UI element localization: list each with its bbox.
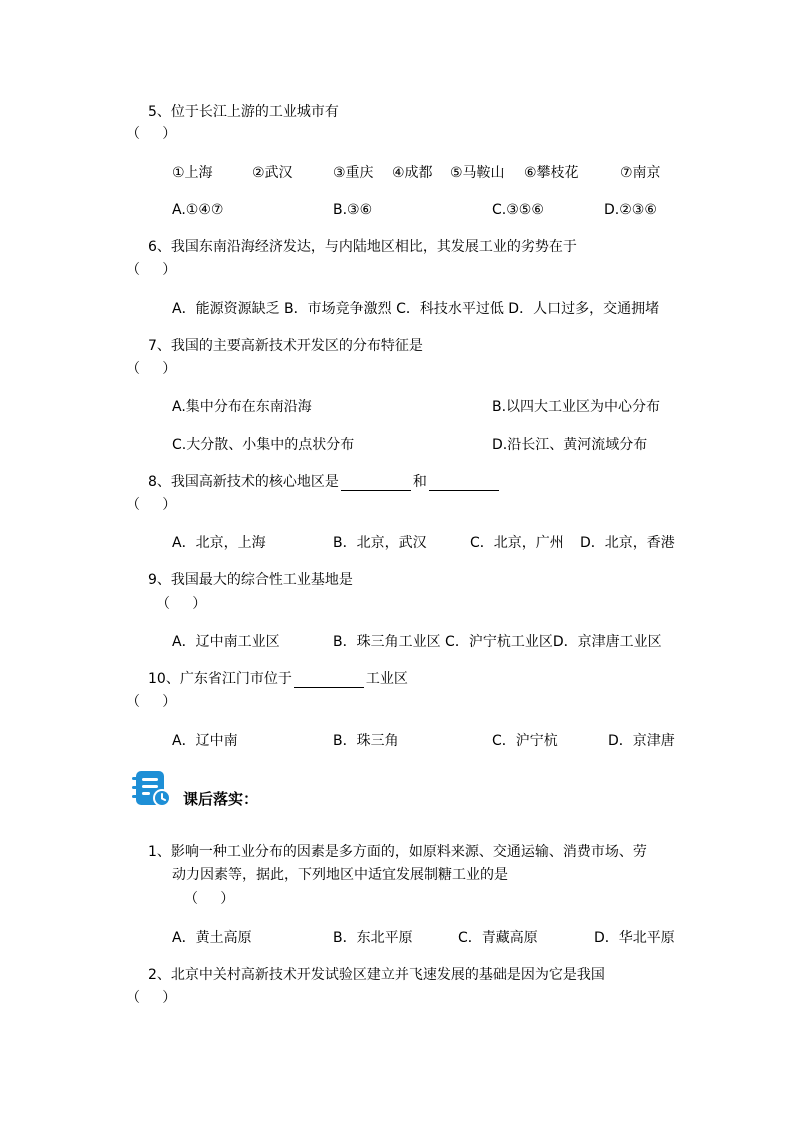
q10-blank[interactable]	[294, 673, 364, 688]
q8-option-b: B．北京，武汉	[333, 535, 427, 551]
q7-option-d: D.沿长江、黄河流域分布	[492, 437, 648, 453]
q5-option-b: B.③⑥	[333, 202, 373, 218]
q8-option-c: C．北京，广州	[470, 535, 564, 551]
p1-answer-paren: （ ）	[184, 891, 235, 907]
q5-item-4: ④成都	[392, 165, 433, 181]
notebook-clock-icon	[130, 769, 174, 809]
q7-option-c: C.大分散、小集中的点状分布	[172, 437, 355, 453]
q7-stem: 7、我国的主要高新技术开发区的分布特征是	[148, 338, 423, 354]
q5-item-6: ⑥攀枝花	[524, 165, 579, 181]
q5-answer-paren: （ ）	[126, 126, 177, 142]
q8-stem	[148, 473, 501, 491]
q8-option-a: A．北京，上海	[172, 535, 266, 551]
q5-item-7: ⑦南京	[620, 165, 661, 181]
q8-blank-2[interactable]	[429, 476, 499, 491]
q5-option-d: D.②③⑥	[604, 202, 657, 218]
q10-option-a: A．辽中南	[172, 733, 238, 749]
section-title: 课后落实：	[183, 790, 259, 808]
q5-item-3: ③重庆	[333, 165, 374, 181]
q5-option-a: A.①④⑦	[172, 202, 224, 218]
p1-option-b: B．东北平原	[333, 930, 413, 946]
q9-stem: 9、我国最大的综合性工业基地是	[148, 572, 353, 588]
q10-stem-part2: 工业区	[365, 671, 408, 687]
q8-option-d: D．北京，香港	[580, 535, 675, 551]
q9-options-bcd: B．珠三角工业区 C．沪宁杭工业区D．京津唐工业区	[333, 634, 662, 650]
q8-stem-part1: 8、我国高新技术的核心地区是	[148, 474, 339, 490]
q5-item-1: ①上海	[172, 165, 213, 181]
p2-answer-paren: （ ）	[126, 990, 177, 1006]
q10-answer-paren: （ ）	[126, 694, 177, 710]
q5-option-c: C.③⑤⑥	[492, 202, 544, 218]
p1-option-a: A．黄土高原	[172, 930, 252, 946]
q10-stem-part1: 10、广东省江门市位于	[148, 671, 292, 687]
q7-answer-paren: （ ）	[126, 361, 177, 377]
p1-stem-line1: 1、影响一种工业分布的因素是多方面的，如原料来源、交通运输、消费市场、劳	[148, 844, 647, 860]
p1-stem-line2: 动力因素等，据此，下列地区中适宜发展制糖工业的是	[172, 867, 508, 883]
q6-stem: 6、我国东南沿海经济发达，与内陆地区相比，其发展工业的劣势在于	[148, 239, 577, 255]
q9-option-a: A．辽中南工业区	[172, 634, 280, 650]
q10-option-b: B．珠三角	[333, 733, 399, 749]
q8-blank-1[interactable]	[341, 476, 411, 491]
q8-answer-paren: （ ）	[126, 497, 177, 513]
q7-option-a: A.集中分布在东南沿海	[172, 399, 312, 415]
q5-stem: 5、位于长江上游的工业城市有	[148, 104, 339, 120]
p2-stem: 2、北京中关村高新技术开发试验区建立并飞速发展的基础是因为它是我国	[148, 967, 605, 983]
q10-option-d: D．京津唐	[608, 733, 675, 749]
p1-option-d: D．华北平原	[594, 930, 675, 946]
q7-option-b: B.以四大工业区为中心分布	[492, 399, 661, 415]
q8-stem-part2: 和	[412, 474, 427, 490]
q5-item-5: ⑤马鞍山	[450, 165, 505, 181]
q9-answer-paren: （ ）	[156, 596, 207, 612]
q5-item-2: ②武汉	[252, 165, 293, 181]
q6-options: A．能源资源缺乏 B．市场竞争激烈 C．科技水平过低 D．人口过多，交通拥堵	[172, 301, 660, 317]
q10-option-c: C．沪宁杭	[492, 733, 558, 749]
p1-option-c: C．青藏高原	[458, 930, 538, 946]
q10-stem	[148, 670, 408, 688]
q6-answer-paren: （ ）	[126, 262, 177, 278]
